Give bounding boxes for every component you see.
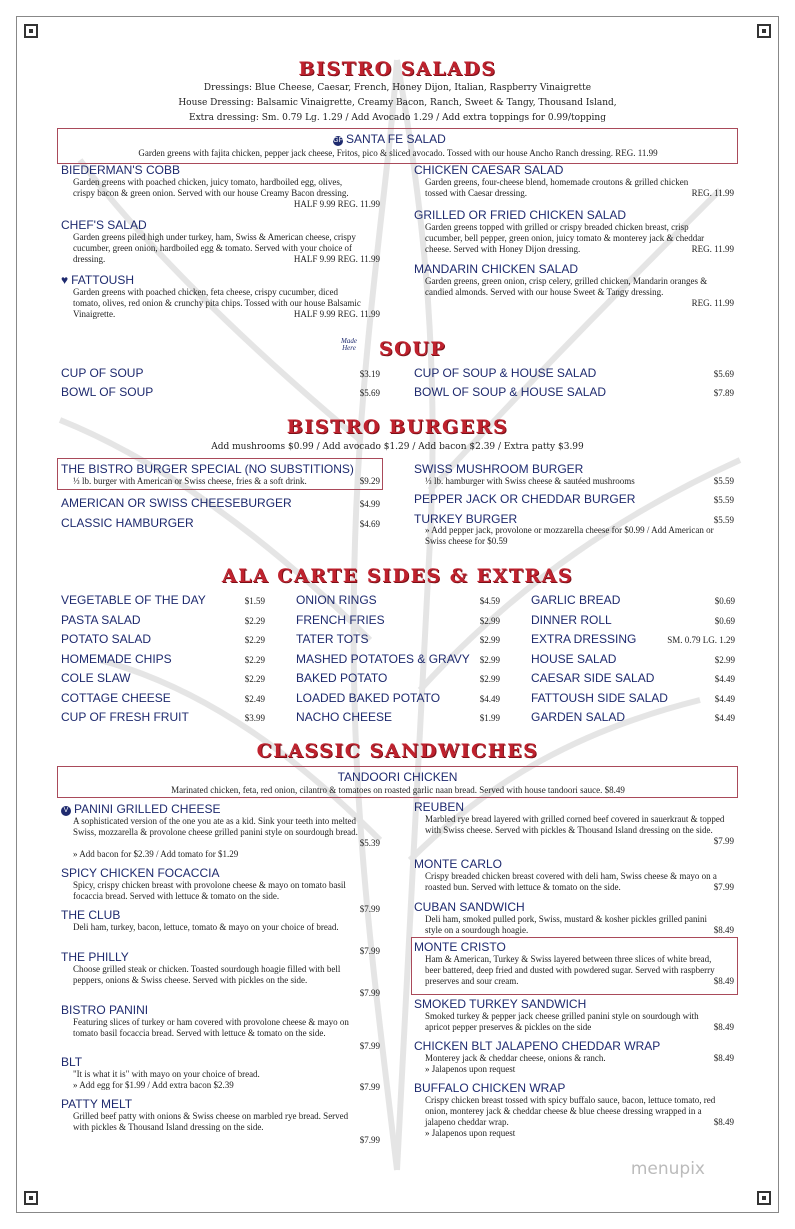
menu-item-name: GRILLED OR FRIED CHICKEN SALAD: [414, 208, 627, 222]
menu-item-name: LOADED BAKED POTATO: [296, 690, 441, 705]
menu-item-desc: Crispy chicken breast tossed with spicy buffalo sauce, bacon, lettuce tomato, red onion, monterey jack & cheddar cheese & blue cheese dressing wrapped in a jalapeno cheddar wrap.: [425, 1095, 716, 1127]
menu-item-price: $2.99: [479, 674, 500, 684]
menu-item-name: THE PHILLY: [61, 950, 129, 964]
menu-item-name: BISTRO PANINI: [61, 1003, 149, 1017]
corner-ornament: [757, 24, 771, 38]
menu-item-name: POTATO SALAD: [61, 632, 152, 646]
menu-item-extra: » Add egg for $1.99 / Add extra bacon $2.39: [73, 1080, 234, 1090]
menu-item-name: CUP OF SOUP: [61, 366, 144, 380]
menu-item-desc: Choose grilled steak or chicken. Toasted sourdough hoagie filled with bell peppers, onions & Swiss cheese. Served with pickles on the side.: [73, 964, 341, 985]
menu-item-name: CAESAR SIDE SALAD: [531, 671, 655, 685]
menu-item-desc: Garden greens with poached chicken, juicy tomato, hardboiled egg, olives, crispy bacon & green onion. Served with our house Creamy Bacon dressing.: [73, 177, 349, 198]
menu-item-price: $5.59: [713, 495, 734, 505]
menu-item-price: $2.99: [479, 615, 500, 626]
menu-item-price: $7.99: [359, 1041, 380, 1051]
heart-healthy-icon: ♥: [61, 273, 69, 287]
menu-item-name: BLT: [61, 1055, 83, 1069]
menu-item-price: $7.99: [713, 836, 734, 846]
menu-item-price: SM. 0.79 LG. 1.29: [667, 635, 735, 645]
menu-item-price: $7.99: [713, 882, 734, 892]
menu-item-price: $8.49: [713, 1022, 734, 1032]
menu-item-name: SPICY CHICKEN FOCACCIA: [61, 866, 220, 880]
menu-item-name: CHICKEN CAESAR SALAD: [414, 163, 564, 177]
menu-item-price: $7.99: [359, 1135, 380, 1145]
menu-item-desc: Ham & American, Turkey & Swiss layered between three slices of white bread, beer battered, deep fried and dusted with powdered sugar. Served with raspberry preserves and sour cream.: [425, 954, 715, 986]
menu-item-name: GARDEN SALAD: [531, 710, 626, 724]
menu-item-name: MASHED POTATOES & GRAVY: [296, 651, 470, 666]
menu-item-price: $7.99: [359, 1082, 380, 1092]
menu-item-name: BIEDERMAN'S COBB: [61, 163, 180, 177]
menu-item-desc: Spicy, crispy chicken breast with provolone cheese & mayo on tomato basil focaccia bread. Served with lettuce & tomato on the side.: [73, 880, 346, 901]
menu-item-price: $7.99: [359, 904, 380, 914]
featured-sandwich-desc: Marinated chicken, feta, red onion, cilantro & tomatoes on roasted garlic naan bread. Served with house tandoori sauce. $8.49: [171, 785, 625, 795]
menu-item-desc: Monterey jack & cheddar cheese, onions & ranch.: [425, 1053, 606, 1063]
menu-item-desc: » Add pepper jack, provolone or mozzarella cheese for $0.99 / Add American or Swiss cheese for $0.59: [425, 525, 714, 546]
menu-item-name: BOWL OF SOUP & HOUSE SALAD: [414, 385, 607, 399]
menu-item-price: $2.29: [244, 654, 265, 665]
menu-item-name: NACHO CHEESE: [296, 710, 393, 724]
menu-item-name: BAKED POTATO: [296, 671, 388, 685]
menu-item-desc: Deli ham, smoked pulled pork, Swiss, mustard & kosher pickles grilled panini style on a sourdough hoagie.: [425, 914, 707, 935]
menu-item-name: DINNER ROLL: [531, 612, 612, 627]
menu-item-name: VEGETABLE OF THE DAY: [61, 593, 206, 607]
menu-item-name: HOMEMADE CHIPS: [61, 651, 172, 666]
menu-item-price: $2.29: [244, 635, 265, 645]
menu-item-name: ONION RINGS: [296, 593, 377, 607]
menu-item-price: $8.49: [713, 976, 734, 986]
menu-item-name: FATTOUSH SIDE SALAD: [531, 690, 668, 705]
vegetarian-icon: V: [61, 806, 71, 816]
section-title-salads: BISTRO SALADS: [298, 58, 497, 80]
menu-item-price: REG. 11.99: [691, 298, 734, 308]
menu-item-price: $3.99: [244, 713, 265, 723]
menu-item-name: MONTE CRISTO: [414, 940, 506, 954]
menu-item-desc: Garden greens, four-cheese blend, homemade croutons & grilled chicken tossed with Caesar dressing.: [425, 177, 689, 198]
menu-item-price: $1.99: [479, 713, 500, 723]
menu-item-desc: ⅓ lb. hamburger with Swiss cheese & sautéed mushrooms: [425, 476, 635, 486]
menu-item-price: $5.39: [359, 838, 380, 848]
burgers-note: Add mushrooms $0.99 / Add avocado $1.29 / Add bacon $2.39 / Extra patty $3.99: [211, 442, 584, 452]
menu-item-price: $0.69: [714, 596, 735, 606]
menu-item-desc: Garden greens piled high under turkey, ham, Swiss & American cheese, crispy cucumber, green onion, hardboiled egg & tomato. Served with your choice of dressing.: [73, 232, 356, 264]
menu-item-price: HALF 9.99 REG. 11.99: [293, 254, 380, 264]
gluten-free-icon: GF: [333, 137, 343, 144]
menu-item-price: $3.19: [359, 369, 380, 379]
corner-ornament: [757, 1191, 771, 1205]
menu-item-price: $5.69: [713, 369, 734, 379]
menu-item-name: THE BISTRO BURGER SPECIAL (NO SUBSTITIONS): [61, 462, 354, 476]
menu-item-price: $4.49: [714, 674, 735, 684]
menu-item-name: HOUSE SALAD: [531, 651, 617, 666]
menu-item-name: PEPPER JACK OR CHEDDAR BURGER: [414, 492, 636, 506]
menu-item-price: $5.69: [359, 388, 380, 398]
menu-item-name: CUP OF FRESH FRUIT: [61, 710, 189, 724]
menu-item-desc: Marbled rye bread layered with grilled corned beef covered in sauerkraut & topped with Swiss cheese. Served with pickles & Thousand Island dressing on the side.: [425, 814, 725, 835]
section-title-sides: ALA CARTE SIDES & EXTRAS: [221, 565, 574, 587]
menupix-logo: menupix: [630, 1159, 705, 1179]
menu-item-price: $4.49: [479, 693, 500, 704]
menu-item-name: REUBEN: [414, 800, 465, 814]
menu-item-name: AMERICAN OR SWISS CHEESEBURGER: [61, 496, 292, 510]
menu-item-name: ♥ FATTOUSH: [61, 273, 135, 287]
menu-item-name: GARLIC BREAD: [531, 593, 621, 607]
corner-ornament: [24, 1191, 38, 1205]
menu-item-price: $2.99: [479, 654, 500, 665]
menu-item-name: SMOKED TURKEY SANDWICH: [414, 997, 587, 1011]
menu-item-price: $9.29: [359, 476, 380, 486]
menu-item-price: HALF 9.99 REG. 11.99: [293, 309, 380, 319]
menu-item-extra: » Jalapenos upon request: [425, 1064, 516, 1074]
section-title-sandwiches: CLASSIC SANDWICHES: [256, 740, 539, 762]
menu-item-desc: Deli ham, turkey, bacon, lettuce, tomato & mayo on your choice of bread.: [73, 922, 339, 932]
menu-item-desc: Smoked turkey & pepper jack cheese grilled panini style on sourdough with apricot pepper preserves & pickles on the side: [425, 1011, 699, 1032]
menu-item-price: $8.49: [713, 1117, 734, 1127]
menu-item-price: $7.99: [359, 946, 380, 956]
menu-item-price: $0.69: [714, 615, 735, 626]
menu-item-price: $2.99: [714, 654, 735, 665]
made-here-badge: Made Here: [341, 337, 357, 352]
menu-item-desc: Featuring slices of turkey or ham covered with provolone cheese & mayo on tomato basil focaccia bread. Served with lettuce & tomato on the side.: [73, 1017, 349, 1038]
section-title-soup: SOUP: [378, 338, 447, 360]
menu-item-price: $2.29: [244, 674, 265, 684]
menu-item-name: FRENCH FRIES: [296, 612, 385, 627]
menu-item-price: $8.49: [713, 1053, 734, 1063]
menu-item-name: THE CLUB: [61, 908, 121, 922]
featured-salad-name: GF SANTA FE SALAD: [333, 132, 446, 146]
menu-item-extra: » Jalapenos upon request: [425, 1128, 516, 1138]
menu-item-price: $2.29: [244, 615, 265, 626]
menu-item-name: BOWL OF SOUP: [61, 385, 154, 399]
menu-item-price: $8.49: [713, 925, 734, 935]
menu-item-price: $1.59: [244, 596, 265, 606]
menu-item-desc: A sophisticated version of the one you ate as a kid. Sink your teeth into melted Swiss, mozzarella & provolone cheese grilled panini style on sourdough bread.: [73, 816, 358, 837]
menu-item-desc: Garden greens topped with grilled or crispy breaded chicken breast, crisp cucumber, bell pepper, green onion, juicy tomato & monterey jack & cheddar cheese. Served with Honey Dijon dressing.: [425, 222, 705, 254]
menu-item-price: $4.99: [359, 499, 380, 509]
menu-item-name: TURKEY BURGER: [414, 512, 518, 526]
menu-item-name: MONTE CARLO: [414, 857, 503, 871]
salads-note: House Dressing: Balsamic Vinaigrette, Creamy Bacon, Ranch, Sweet & Tangy, Thousand Island,: [178, 98, 617, 108]
menu-item-price: $4.59: [479, 596, 500, 606]
menu-item-desc: Garden greens with poached chicken, feta cheese, crispy cucumber, diced tomato, olives, red onion & crunchy pita chips. Tossed with our house Balsamic Vinaigrette.: [73, 287, 361, 319]
menu-item-price: $2.99: [479, 635, 500, 645]
menu-item-name: CHEF'S SALAD: [61, 218, 147, 232]
menu-item-name: COLE SLAW: [61, 671, 131, 685]
featured-sandwich-name: TANDOORI CHICKEN: [337, 770, 458, 784]
menu-item-price: $2.49: [244, 693, 265, 704]
menu-item-desc: ⅓ lb. burger with American or Swiss cheese, fries & a soft drink.: [73, 476, 307, 486]
menu-item-name: EXTRA DRESSING: [531, 632, 637, 646]
menu-item-price: HALF 9.99 REG. 11.99: [293, 199, 380, 209]
menu-item-name: CUBAN SANDWICH: [414, 900, 525, 914]
menu-item-price: REG. 11.99: [691, 188, 734, 198]
menu-item-desc: "It is what it is" with mayo on your choice of bread.: [73, 1069, 260, 1079]
menu-item-price: $4.49: [714, 693, 735, 704]
menu-item-name: CHICKEN BLT JALAPENO CHEDDAR WRAP: [414, 1039, 661, 1053]
menu-item-price: REG. 11.99: [691, 244, 734, 254]
menu-item-name: PASTA SALAD: [61, 612, 141, 627]
menu-item-name: CUP OF SOUP & HOUSE SALAD: [414, 366, 597, 380]
menu-item-price: $7.99: [359, 988, 380, 998]
salads-note: Dressings: Blue Cheese, Caesar, French, Honey Dijon, Italian, Raspberry Vinaigrette: [203, 83, 592, 93]
menu-item-price: $7.89: [713, 388, 734, 398]
menu-item-name: BUFFALO CHICKEN WRAP: [414, 1081, 566, 1095]
menu-item-desc: Crispy breaded chicken breast covered with deli ham, Swiss cheese & mayo on a roasted bun. Served with lettuce & tomato on the side.: [425, 871, 717, 892]
section-title-burgers: BISTRO BURGERS: [286, 416, 509, 438]
menu-item-desc: Garden greens, green onion, crisp celery, grilled chicken, Mandarin oranges & candied almonds. Served with our house Sweet & Tangy dressing.: [425, 276, 708, 297]
menu-item-name: TATER TOTS: [296, 632, 369, 646]
menu-item-name: SWISS MUSHROOM BURGER: [414, 462, 584, 476]
menu-item-desc: Grilled beef patty with onions & Swiss cheese on marbled rye bread. Served with pickles & Thousand Island dressing on the side.: [73, 1111, 349, 1132]
menu-item-name: MANDARIN CHICKEN SALAD: [414, 262, 579, 276]
menu-item-name: PATTY MELT: [61, 1097, 133, 1111]
menu-item-price: $5.59: [713, 476, 734, 486]
salads-note: Extra dressing: Sm. 0.79 Lg. 1.29 / Add Avocado 1.29 / Add extra toppings for 0.99/topping: [189, 113, 606, 123]
featured-salad-desc: Garden greens with fajita chicken, pepper jack cheese, Fritos, pico & sliced avocado. Tossed with our house Ancho Ranch dressing. REG. 11.99: [138, 148, 658, 158]
menu-item-extra: » Add bacon for $2.39 / Add tomato for $1.29: [73, 849, 239, 859]
menu-item-name: CLASSIC HAMBURGER: [61, 516, 194, 530]
menu-item-price: $5.59: [713, 515, 734, 525]
menu-item-price: $4.69: [359, 519, 380, 529]
menu-item-price: $4.49: [714, 713, 735, 723]
menu-item-name: COTTAGE CHEESE: [61, 690, 171, 705]
menu-item-name: V PANINI GRILLED CHEESE: [61, 802, 220, 816]
corner-ornament: [24, 24, 38, 38]
